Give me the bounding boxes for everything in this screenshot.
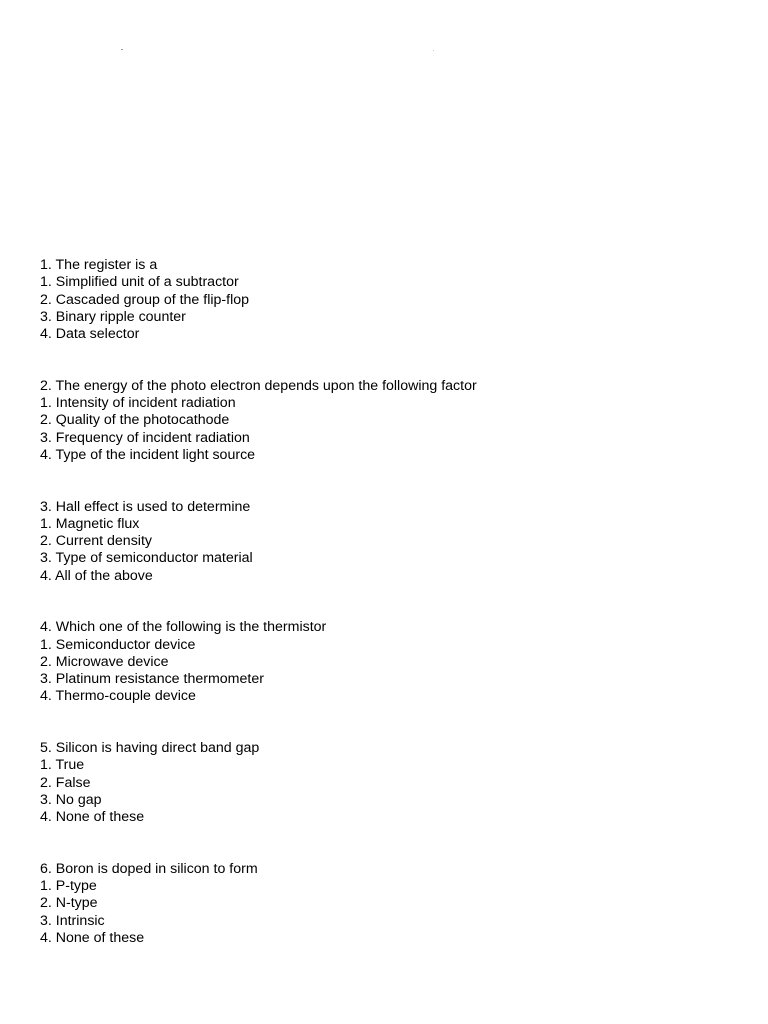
answer-option: 4. Thermo-couple device [40, 688, 196, 705]
question-prompt: 3. Hall effect is used to determine [40, 498, 251, 515]
answer-option: 4. All of the above [40, 567, 153, 584]
question-4 [40, 619, 740, 705]
answer-option: 2. N-type [40, 895, 98, 912]
answer-option: 3. Frequency of incident radiation [40, 429, 250, 446]
answer-option: 4. None of these [40, 809, 145, 825]
answer-option: 3. Platinum resistance thermometer [40, 671, 264, 687]
answer-option: 4. Type of the incident light source [40, 446, 256, 463]
answer-option: 4. Data selector [40, 326, 140, 342]
answer-option: 2. Quality of the photocathode [40, 412, 230, 429]
question-prompt: 5. Silicon is having direct band gap [40, 740, 260, 756]
answer-option: 1. P-type [40, 878, 97, 894]
answer-option: 2. False [40, 774, 91, 791]
question-prompt: 2. The energy of the photo electron depends upon the following factor [40, 377, 477, 394]
answer-option: 1. Magnetic flux [40, 515, 140, 532]
answer-option: 2. Cascaded group of the flip-flop [40, 291, 250, 308]
answer-option: 1. Simplified unit of a subtractor [40, 274, 239, 291]
answer-option: 2. Current density [40, 533, 152, 549]
answer-option: 3. No gap [40, 791, 102, 808]
answer-option: 3. Intrinsic [40, 912, 105, 929]
answer-option: 1. True [40, 757, 85, 774]
scan-artifact-left [121, 49, 123, 50]
answer-option: 2. Microwave device [40, 653, 169, 670]
question-prompt: 4. Which one of the following is the thermistor [40, 619, 327, 636]
question-list [40, 257, 740, 947]
answer-option: 3. Binary ripple counter [40, 308, 186, 325]
answer-option: 1. Semiconductor device [40, 636, 196, 653]
answer-option: 1. Intensity of incident radiation [40, 395, 236, 411]
question-3 [40, 499, 740, 585]
question-prompt: 6. Boron is doped in silicon to form [40, 860, 258, 877]
question-6 [40, 861, 740, 947]
question-2 [40, 378, 740, 464]
answer-option: 3. Type of semiconductor material [40, 550, 253, 567]
scan-artifact-right [433, 50, 434, 51]
question-5 [40, 740, 740, 826]
answer-option: 4. None of these [40, 929, 145, 946]
question-prompt: 1. The register is a [40, 257, 158, 273]
question-1 [40, 257, 740, 343]
